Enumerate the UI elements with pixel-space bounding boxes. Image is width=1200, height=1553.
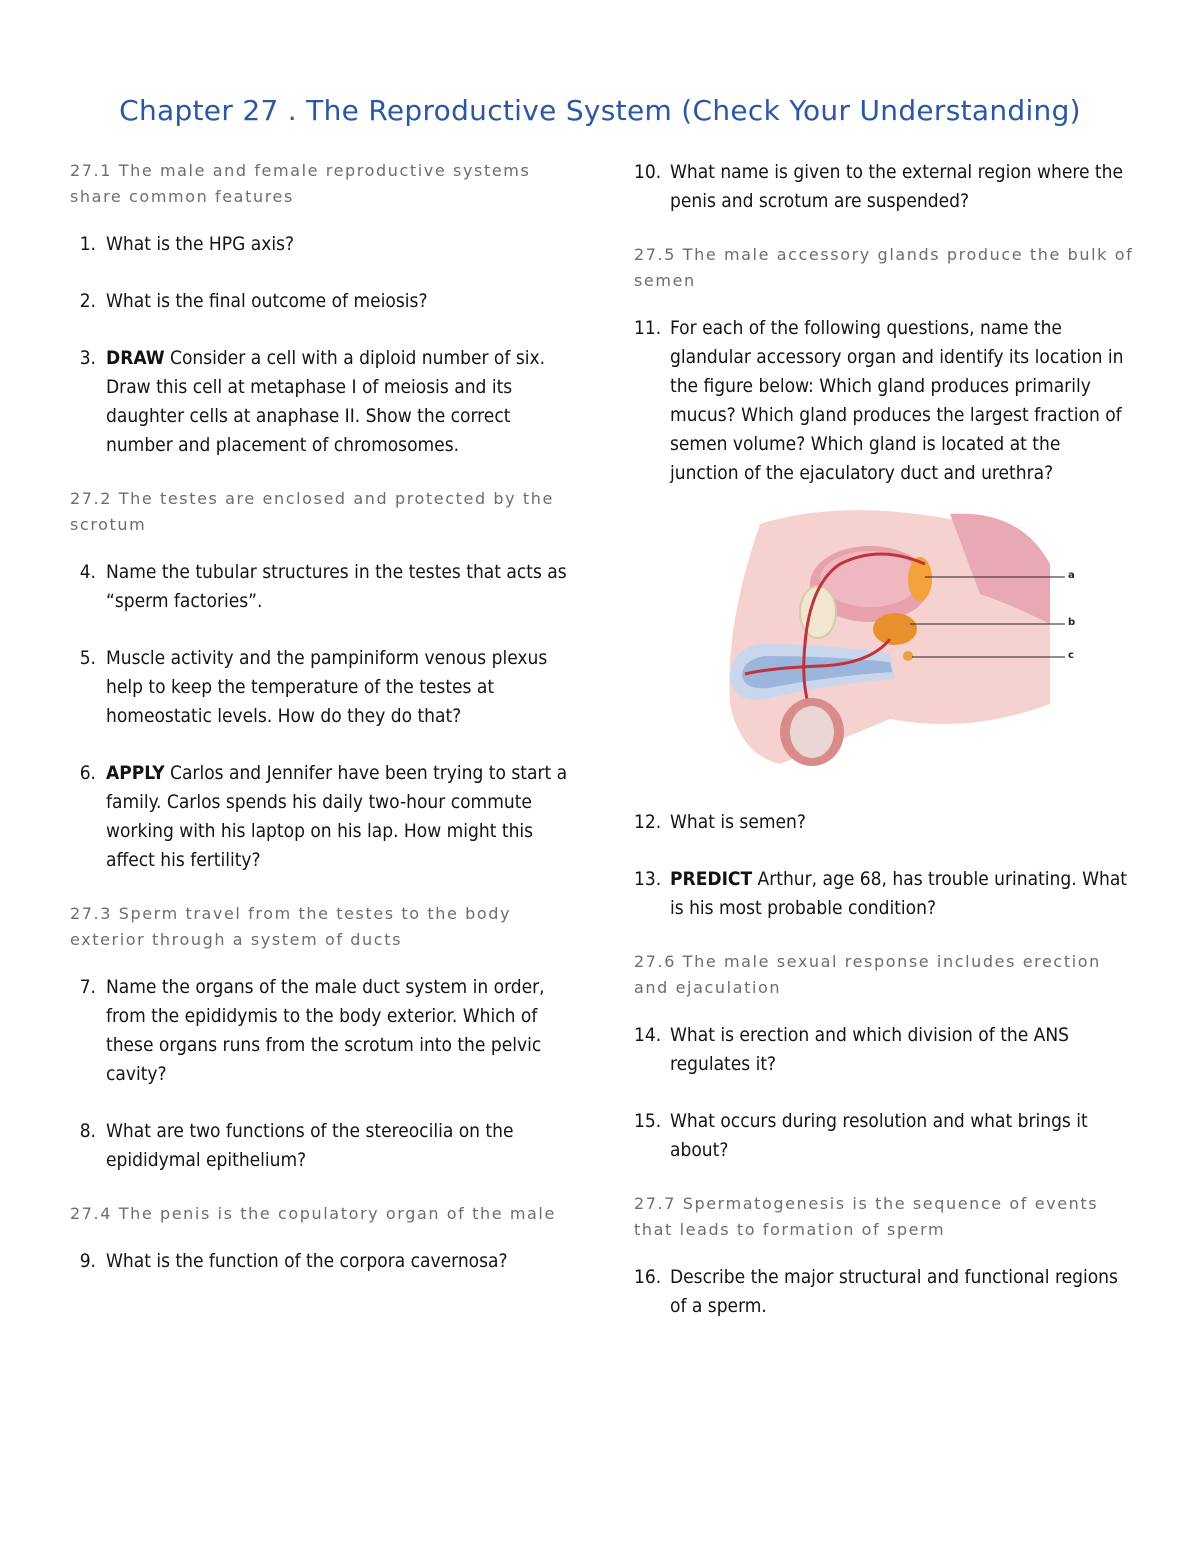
question-4: 4. Name the tubular structures in the testes that acts as “sperm factories”.	[79, 561, 567, 612]
bulbourethral-gland-shape	[903, 651, 913, 661]
figure-label-b: b	[1068, 617, 1076, 628]
bladder-inner-shape	[820, 551, 920, 607]
question-6: 6. APPLY Carlos and Jennifer have been trying to start a family. Carlos spends his daily two-hour commute working with his laptop on his lap. How might this affect his fertility?	[79, 762, 568, 871]
section-heading-27-3: 27.3 Sperm travel from the testes to the body exterior through a system of ducts	[70, 904, 512, 949]
question-13: 13. PREDICT Arthur, age 68, has trouble urinating. What is his most probable condition?	[634, 868, 1128, 919]
seminal-vesicle-shape	[908, 557, 932, 601]
question-3: 3. DRAW Consider a cell with a diploid number of six. Draw this cell at metaphase I of meiosis and its daughter cells at anaphase II. Show the correct number and placement of chromosomes.	[79, 347, 546, 456]
male-reproductive-anatomy-figure	[720, 504, 1110, 774]
question-2: 2. What is the final outcome of meiosis?	[79, 290, 428, 312]
prostate-shape	[873, 613, 917, 645]
figure-label-c: c	[1068, 650, 1074, 661]
question-8: 8. What are two functions of the stereocilia on the epididymal epithelium?	[79, 1120, 514, 1171]
question-5: 5. Muscle activity and the pampiniform venous plexus help to keep the temperature of the testes at homeostatic levels. How do they do that?	[79, 647, 548, 727]
testis-shape	[790, 706, 834, 758]
right-column	[634, 158, 1134, 1321]
section-heading-27-1: 27.1 The male and female reproductive systems share common features	[70, 161, 531, 206]
figure-label-a: a	[1068, 570, 1075, 581]
page-title: Chapter 27 . The Reproductive System (Check Your Understanding)	[119, 94, 1081, 127]
anatomy-illustration	[720, 504, 1110, 774]
question-9: 9. What is the function of the corpora cavernosa?	[79, 1250, 508, 1272]
section-heading-27-6: 27.6 The male sexual response includes erection and ejaculation	[634, 952, 1101, 997]
section-heading-27-4: 27.4 The penis is the copulatory organ of the male	[70, 1204, 556, 1223]
left-column	[70, 158, 570, 1276]
question-15: 15. What occurs during resolution and what brings it about?	[634, 1110, 1088, 1161]
question-12: 12. What is semen?	[634, 811, 806, 833]
section-heading-27-7: 27.7 Spermatogenesis is the sequence of events that leads to formation of sperm	[634, 1194, 1099, 1239]
question-11: 11. For each of the following questions, name the glandular accessory organ and identify its location in the figure below: Which gland produces primarily mucus? Which gland produces the largest fraction of semen volume? Which gland is located at the junction of the ejaculatory duct and urethra?	[634, 317, 1124, 484]
question-1: 1. What is the HPG axis?	[79, 233, 295, 255]
question-10: 10. What name is given to the external region where the penis and scrotum are suspended?	[634, 161, 1123, 212]
section-heading-27-5: 27.5 The male accessory glands produce the bulk of semen	[634, 245, 1134, 290]
question-16: 16. Describe the major structural and functional regions of a sperm.	[634, 1266, 1118, 1317]
section-heading-27-2: 27.2 The testes are enclosed and protected by the scrotum	[70, 489, 554, 534]
question-14: 14. What is erection and which division of the ANS regulates it?	[634, 1024, 1069, 1075]
question-7: 7. Name the organs of the male duct system in order, from the epididymis to the body exterior. Which of these organs runs from the scrotum into the pelvic cavity?	[79, 976, 545, 1085]
